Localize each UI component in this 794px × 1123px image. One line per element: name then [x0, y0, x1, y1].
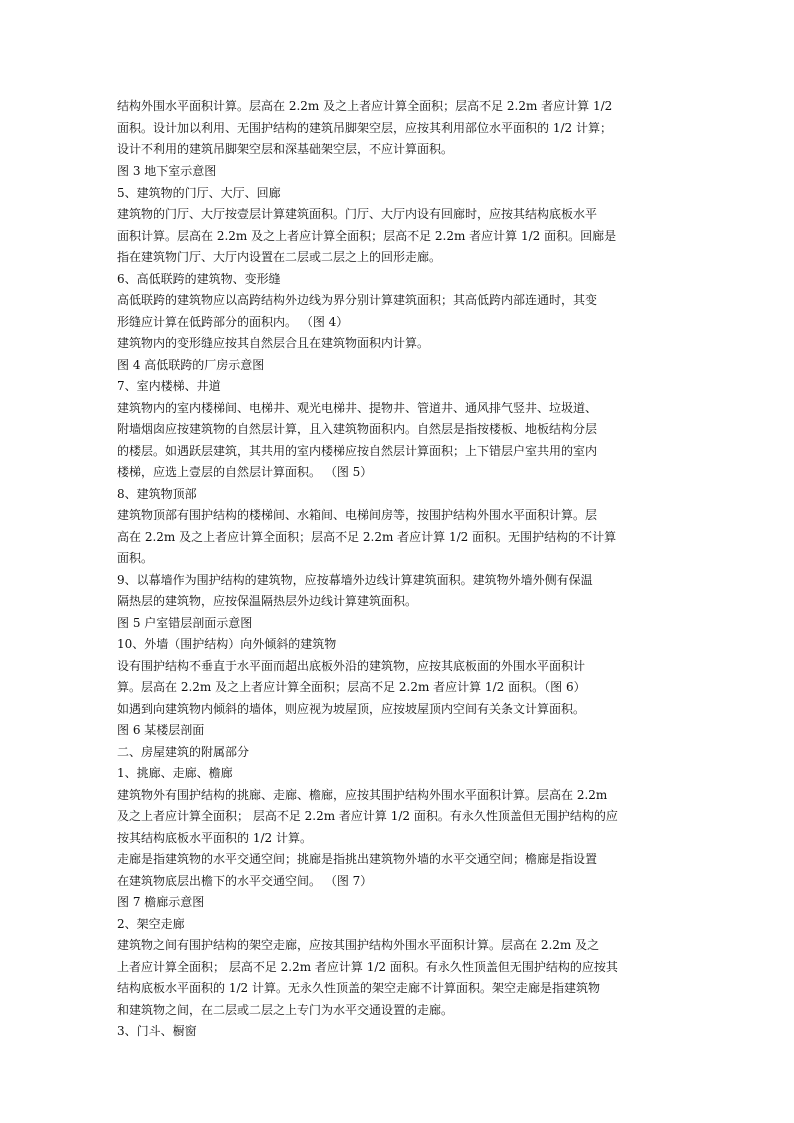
- text-line: 算。层高在 2.2m 及之上者应计算全面积；层高不足 2.2m 者应计算 1/2 面积。（图 6）: [117, 680, 586, 694]
- text-line: 面积。: [117, 551, 154, 565]
- section-heading: 8、建筑物顶部: [117, 487, 197, 501]
- text-line: 结构外围水平面积计算。层高在 2.2m 及之上者应计算全面积；层高不足 2.2m 者应计算 1/2: [117, 99, 613, 113]
- text-line: 附墙烟囱应按建筑物的自然层计算，且入建筑物面积内。自然层是指按楼板、地板结构分层: [117, 422, 598, 436]
- text-line: 建筑物顶部有围护结构的楼梯间、水箱间、电梯间房等，按围护结构外围水平面积计算。层: [117, 508, 598, 522]
- text-line: 建筑物的门厅、大厅按壹层计算建筑面积。门厅、大厅内设有回廊时，应按其结构底板水平: [117, 207, 598, 221]
- text-line: 面积。设计加以利用、无围护结构的建筑吊脚架空层，应按其利用部位水平面积的 1/2 计算；: [117, 121, 612, 135]
- section-heading: 9、以幕墙作为围护结构的建筑物，应按幕墙外边线计算建筑面积。建筑物外墙外侧有保温: [117, 573, 593, 587]
- text-line: 楼梯，应选上壹层的自然层计算面积。 （图 5）: [117, 465, 373, 479]
- text-line: 及之上者应计算全面积； 层高不足 2.2m 者应计算 1/2 面积。有永久性顶盖但无围护结构的应: [117, 809, 618, 823]
- text-line: 高低联跨的建筑物应以高跨结构外边线为界分别计算建筑面积；其高低跨内部连通时，其变: [117, 293, 598, 307]
- text-line: 建筑物外有围护结构的挑廊、走廊、檐廊，应按其围护结构外围水平面积计算。层高在 2.2m: [117, 788, 608, 802]
- text-line: 形缝应计算在低跨部分的面积内。 （图 4）: [117, 315, 349, 329]
- section-heading: 7、室内楼梯、井道: [117, 379, 221, 393]
- section-heading: 1、挑廊、走廊、檐廊: [117, 766, 233, 780]
- section-heading: 6、高低联跨的建筑物、变形缝: [117, 272, 281, 286]
- text-line: 建筑物内的变形缝应按其自然层合且在建筑物面积内计算。: [117, 336, 430, 350]
- figure-caption: 图 7 檐廊示意图: [117, 895, 205, 909]
- text-line: 指在建筑物门厅、大厅内设置在二层或二层之上的回形走廊。: [117, 250, 442, 264]
- text-line: 的楼层。如遇跃层建筑，其共用的室内楼梯应按自然层计算面积；上下错层户室共用的室内: [117, 444, 598, 458]
- text-line: 设有围护结构不垂直于水平面而超出底板外沿的建筑物，应按其底板面的外围水平面积计: [117, 659, 586, 673]
- figure-caption: 图 6 某楼层剖面: [117, 723, 205, 737]
- text-line: 如遇到向建筑物内倾斜的墙体，则应视为坡屋顶，应按坡屋顶内空间有关条文计算面积。: [117, 702, 586, 716]
- figure-caption: 图 5 户室错层剖面示意图: [117, 616, 253, 630]
- text-line: 建筑物之间有围护结构的架空走廊，应按其围护结构外围水平面积计算。层高在 2.2m 及之: [117, 938, 600, 952]
- figure-caption: 图 4 高低联跨的厂房示意图: [117, 358, 265, 372]
- section-heading: 3、门斗、橱窗: [117, 1024, 197, 1038]
- text-line: 面积计算。层高在 2.2m 及之上者应计算全面积；层高不足 2.2m 者应计算 1/2 面积。回廊是: [117, 229, 617, 243]
- text-line: 和建筑物之间，在二层或二层之上专门为水平交通设置的走廊。: [117, 1003, 454, 1017]
- text-line: 设计不利用的建筑吊脚架空层和深基础架空层，不应计算面积。: [117, 142, 454, 156]
- section-heading: 5、建筑物的门厅、大厅、回廊: [117, 186, 281, 200]
- figure-caption: 图 3 地下室示意图: [117, 164, 217, 178]
- text-line: 隔热层的建筑物，应按保温隔热层外边线计算建筑面积。: [117, 594, 418, 608]
- section-heading: 10、外墙（围护结构）向外倾斜的建筑物: [117, 637, 337, 651]
- text-line: 按其结构底板水平面积的 1/2 计算。: [117, 831, 312, 845]
- section-heading: 二、房屋建筑的附属部分: [117, 745, 250, 759]
- text-line: 建筑物内的室内楼梯间、电梯井、观光电梯井、提物井、管道井、通风排气竖井、垃圾道、: [117, 401, 598, 415]
- text-line: 走廊是指建筑物的水平交通空间；挑廊是指挑出建筑物外墙的水平交通空间；檐廊是指设置: [117, 852, 598, 866]
- text-line: 上者应计算全面积； 层高不足 2.2m 者应计算 1/2 面积。有永久性顶盖但无围护结构的应按其: [117, 960, 618, 974]
- section-heading: 2、架空走廊: [117, 917, 185, 931]
- text-line: 高在 2.2m 及之上者应计算全面积；层高不足 2.2m 者应计算 1/2 面积。无围护结构的不计算: [117, 530, 617, 544]
- text-line: 在建筑物底层出檐下的水平交通空间。 （图 7）: [117, 874, 373, 888]
- text-line: 结构底板水平面积的 1/2 计算。无永久性顶盖的架空走廊不计算面积。架空走廊是指建筑物: [117, 981, 600, 995]
